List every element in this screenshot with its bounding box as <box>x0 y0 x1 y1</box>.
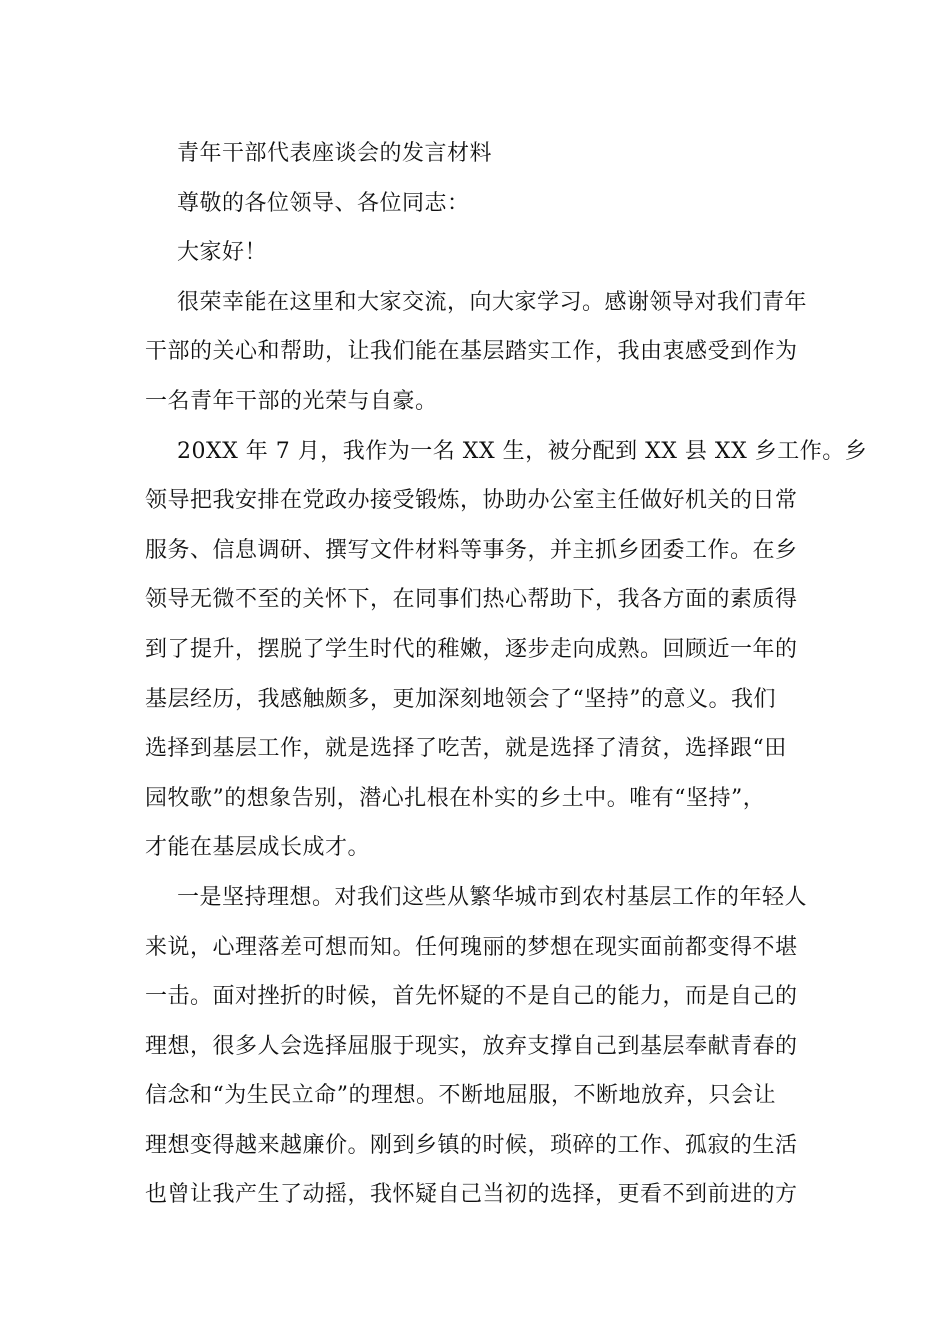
document-body <box>145 129 868 1220</box>
paragraph-line: 也曾让我产生了动摇，我怀疑自己当初的选择，更看不到前进的方 <box>145 1182 798 1208</box>
paragraph-line: 服务、信息调研、撰写文件材料等事务，并主抓乡团委工作。在乡 <box>145 537 798 563</box>
paragraph-line: 一击。面对挫折的时候，首先怀疑的不是自己的能力，而是自己的 <box>145 984 798 1010</box>
paragraph-line: 基层经历，我感触颇多，更加深刻地领会了“坚持”的意义。我们 <box>145 686 776 712</box>
salutation: 尊敬的各位领导、各位同志： <box>177 190 470 216</box>
paragraph-line: 到了提升，摆脱了学生时代的稚嫩，逐步走向成熟。回顾近一年的 <box>145 636 798 662</box>
paragraph-3 <box>145 873 808 1220</box>
paragraph-line: 领导把我安排在党政办接受锻炼，协助办公室主任做好机关的日常 <box>145 488 798 514</box>
paragraph-line: 园牧歌”的想象告别，潜心扎根在朴实的乡土中。唯有“坚持”， <box>145 785 766 811</box>
paragraph-line: 理想，很多人会选择屈服于现实，放弃支撑自己到基层奉献青春的 <box>145 1033 798 1059</box>
document-title: 青年干部代表座谈会的发言材料 <box>177 141 493 166</box>
paragraph-line: 很荣幸能在这里和大家交流，向大家学习。感谢领导对我们青年 <box>177 289 808 315</box>
paragraph-2 <box>145 427 868 873</box>
paragraph-line: 一是坚持理想。对我们这些从繁华城市到农村基层工作的年轻人 <box>177 884 808 910</box>
paragraph-line: 选择到基层工作，就是选择了吃苦，就是选择了清贫，选择跟“田 <box>145 736 787 762</box>
paragraph-line: 干部的关心和帮助，让我们能在基层踏实工作，我由衷感受到作为 <box>145 339 798 365</box>
paragraph-line: 领导无微不至的关怀下，在同事们热心帮助下，我各方面的素质得 <box>145 587 798 613</box>
paragraph-line: 来说，心理落差可想而知。任何瑰丽的梦想在现实面前都变得不堪 <box>145 934 798 960</box>
paragraph-line: 信念和“为生民立命”的理想。不断地屈服，不断地放弃，只会让 <box>145 1083 776 1109</box>
paragraph-line: 20XX 年 7 月，我作为一名 XX 生，被分配到 XX 县 XX 乡工作。乡 <box>177 438 868 464</box>
paragraph-line: 理想变得越来越廉价。刚到乡镇的时候，琐碎的工作、孤寂的生活 <box>145 1132 798 1158</box>
paragraph-1 <box>145 278 808 427</box>
paragraph-line: 一名青年干部的光荣与自豪。 <box>145 388 438 414</box>
paragraph-line: 才能在基层成长成才。 <box>145 835 371 861</box>
greeting: 大家好！ <box>177 240 268 266</box>
